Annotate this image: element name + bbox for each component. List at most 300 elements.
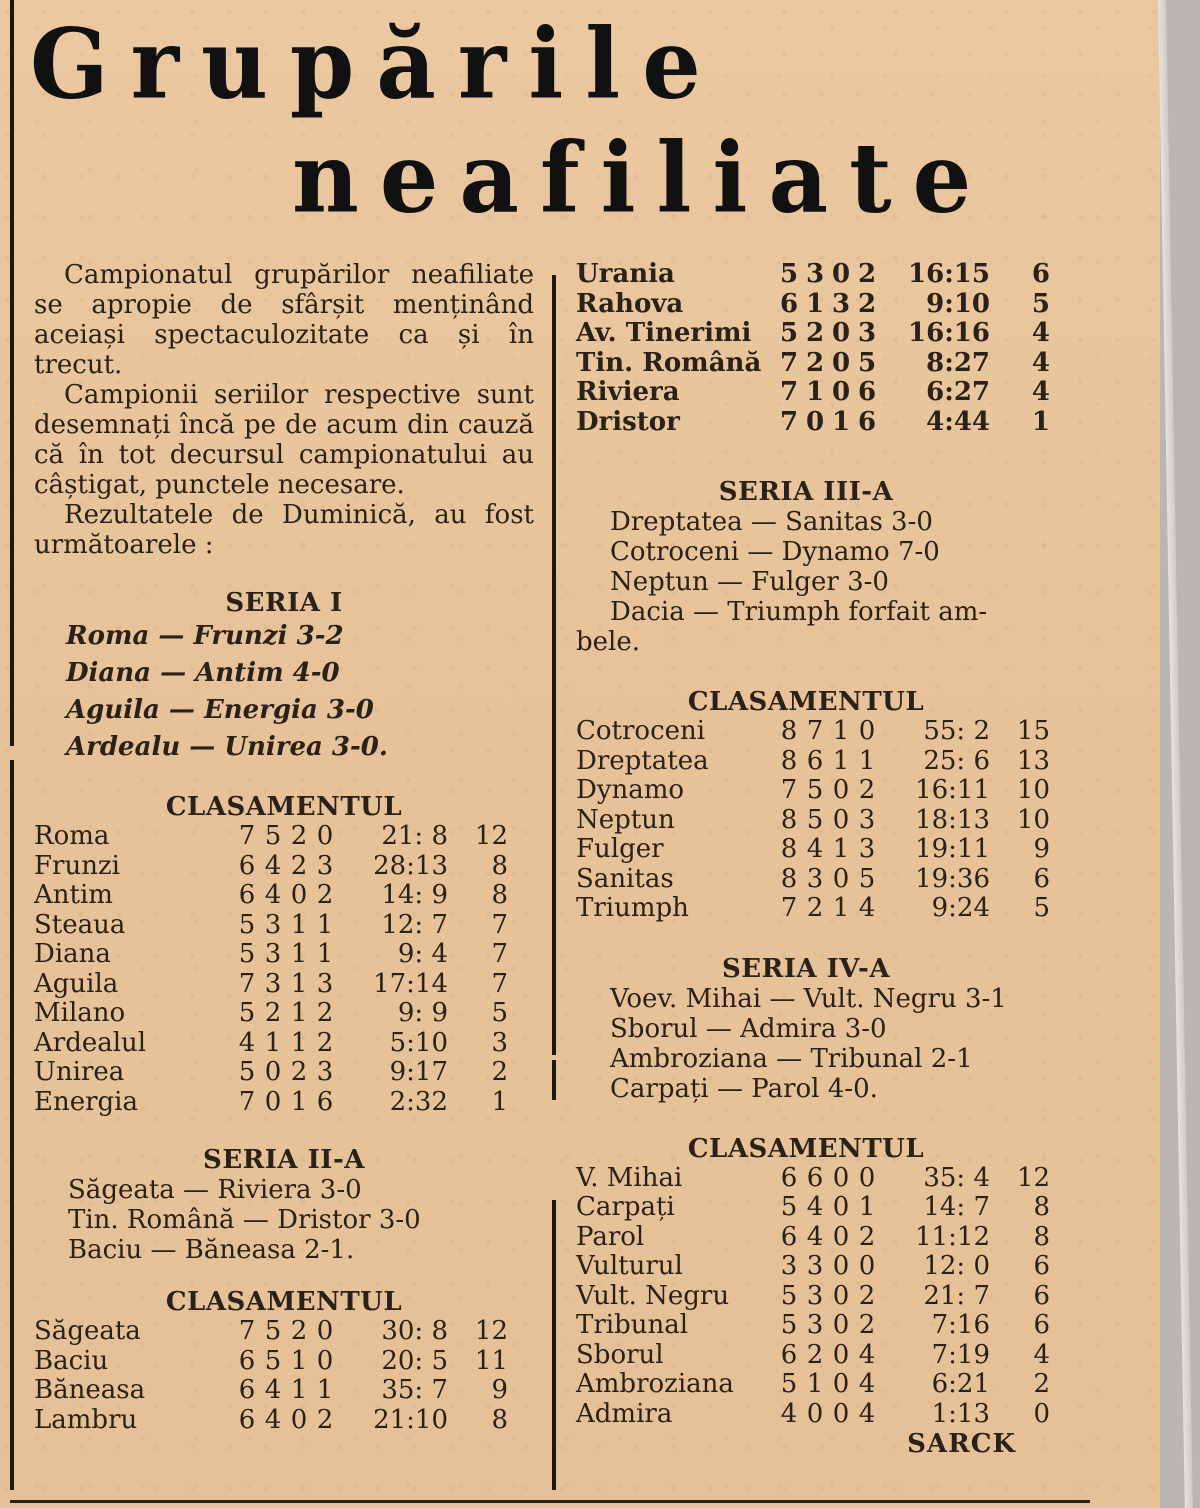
- losses: 3: [857, 318, 877, 348]
- draws: 1: [832, 834, 850, 864]
- standings-row: [576, 408, 1050, 438]
- column-divider: [552, 1060, 556, 1100]
- intro-paragraph: Rezultatele de Duminică, au fost următoarele :: [34, 500, 534, 560]
- standings-row: [576, 1311, 1050, 1341]
- wins: 2: [806, 893, 824, 923]
- goal-ratio: 11:12: [915, 1221, 990, 1252]
- games-played: 7: [780, 893, 798, 923]
- standings-row: [34, 881, 508, 911]
- draws: 2: [290, 1316, 308, 1346]
- points: 10: [1016, 804, 1050, 835]
- left-column: [34, 260, 534, 1435]
- wins: 0: [264, 1057, 282, 1087]
- results-list: [576, 507, 1076, 657]
- losses: 6: [857, 406, 877, 437]
- goal-ratio: 14: 7: [923, 1192, 990, 1222]
- standings-row: [34, 999, 508, 1029]
- wins: 2: [805, 318, 825, 348]
- standings-row: [576, 1282, 1050, 1312]
- losses: 1: [858, 745, 876, 776]
- standings-row: [576, 290, 1050, 320]
- games-played: 7: [779, 406, 799, 437]
- games-played: 3: [780, 1251, 798, 1281]
- draws: 0: [832, 775, 850, 805]
- losses: 2: [858, 1310, 876, 1340]
- goal-ratio: 25: 6: [923, 745, 990, 776]
- draws: 1: [831, 406, 851, 437]
- games-played: 5: [779, 259, 799, 289]
- wins: 3: [805, 259, 825, 289]
- goal-ratio: 12: 0: [923, 1251, 990, 1281]
- games-played: 6: [238, 1345, 256, 1376]
- team-name: Diana: [34, 939, 111, 969]
- standings-row: [34, 852, 508, 882]
- wins: 5: [806, 775, 824, 805]
- losses: 0: [316, 821, 334, 851]
- points: 8: [1033, 1221, 1050, 1252]
- team-name: Cotroceni: [576, 716, 706, 746]
- goal-ratio: 17:14: [373, 968, 448, 999]
- match-result: Dacia — Triumph forfait am-: [610, 597, 988, 627]
- losses: 2: [857, 288, 877, 319]
- draws: 3: [831, 288, 851, 319]
- team-name: Lambru: [34, 1404, 138, 1435]
- games-played: 5: [238, 1057, 256, 1087]
- draws: 0: [290, 1404, 308, 1435]
- losses: 2: [858, 1221, 876, 1252]
- team-name: Carpați: [576, 1192, 675, 1222]
- games-played: 8: [780, 716, 798, 746]
- losses: 0: [858, 1251, 876, 1281]
- draws: 0: [832, 1280, 850, 1311]
- draws: 1: [832, 745, 850, 776]
- team-name: Rahova: [576, 288, 684, 319]
- team-name: Vult. Negru: [576, 1280, 730, 1311]
- headline-line-1: Grupările: [30, 7, 723, 121]
- games-played: 7: [238, 1086, 256, 1117]
- games-played: 6: [238, 850, 256, 881]
- points: 7: [491, 968, 508, 999]
- points: 4: [1031, 318, 1050, 348]
- draws: 1: [290, 1027, 308, 1058]
- wins: 0: [264, 1086, 282, 1117]
- series-title: SERIA III-A: [718, 477, 894, 507]
- standings-row: [34, 970, 508, 1000]
- points: 8: [491, 880, 508, 910]
- points: 5: [491, 998, 508, 1028]
- standings-row: [34, 822, 508, 852]
- wins: 1: [805, 288, 825, 319]
- page-edge: [1158, 0, 1193, 1508]
- points: 12: [474, 1316, 508, 1346]
- team-name: Sborul: [576, 1339, 664, 1370]
- games-played: 5: [238, 998, 256, 1028]
- games-played: 8: [780, 834, 798, 864]
- wins: 3: [806, 1280, 824, 1311]
- byline: SARCK: [907, 1429, 1016, 1459]
- standings-row: [34, 1376, 508, 1406]
- standings-title: CLASAMENTUL: [165, 792, 403, 822]
- draws: 2: [290, 1057, 308, 1087]
- losses: 0: [858, 1162, 876, 1193]
- wins: 4: [264, 1375, 282, 1405]
- losses: 3: [316, 1057, 334, 1087]
- draws: 0: [832, 1398, 850, 1429]
- match-result: Sborul — Admira 3-0: [610, 1013, 887, 1044]
- draws: 0: [831, 377, 851, 407]
- standings-row: [576, 1193, 1050, 1223]
- match-result: Voev. Mihai — Vult. Negru 3-1: [610, 983, 1007, 1014]
- match-result: Dreptatea — Sanitas 3-0: [610, 507, 933, 537]
- draws: 0: [832, 1310, 850, 1340]
- goal-ratio: 4:44: [926, 406, 990, 437]
- points: 9: [491, 1375, 508, 1405]
- standings-row: [576, 776, 1050, 806]
- wins: 2: [806, 1339, 824, 1370]
- wins: 2: [805, 347, 825, 378]
- points: 12: [474, 821, 508, 851]
- wins: 6: [806, 1162, 824, 1193]
- team-name: Triumph: [576, 893, 689, 923]
- games-played: 6: [238, 880, 256, 910]
- wins: 5: [806, 804, 824, 835]
- standings-row: [576, 835, 1050, 865]
- standings-table: [34, 822, 508, 1117]
- standings-row: [34, 1088, 508, 1118]
- team-name: Vulturul: [576, 1251, 683, 1281]
- standings-title: CLASAMENTUL: [687, 1133, 925, 1164]
- series-title: SERIA II-A: [203, 1145, 365, 1175]
- goal-ratio: 12: 7: [381, 909, 448, 940]
- wins: 2: [264, 998, 282, 1028]
- standings-row: [576, 349, 1050, 379]
- wins: 1: [264, 1027, 282, 1058]
- team-name: Steaua: [34, 909, 126, 940]
- points: 6: [1033, 1280, 1050, 1311]
- games-played: 6: [238, 1375, 256, 1405]
- goal-ratio: 2:32: [389, 1086, 448, 1117]
- goal-ratio: 16:16: [908, 318, 990, 348]
- losses: 0: [316, 1345, 334, 1376]
- losses: 1: [316, 939, 334, 969]
- games-played: 6: [780, 1162, 798, 1193]
- standings-row: [576, 260, 1050, 290]
- intro-text: [34, 260, 534, 560]
- match-result: Cotroceni — Dynamo 7-0: [610, 537, 940, 567]
- draws: 1: [290, 939, 308, 969]
- match-result: Săgeata — Riviera 3-0: [68, 1175, 362, 1205]
- team-name: Ardealul: [34, 1027, 147, 1058]
- intro-paragraph: Campionatul grupărilor neafiliate se apropie de sfârșit menținând aceiași spectaculozitate ca și în trecut.: [34, 260, 534, 380]
- standings-table: [576, 717, 1050, 924]
- games-played: 7: [238, 1316, 256, 1346]
- match-result: Aguila — Energia 3-0: [66, 695, 374, 725]
- points: 6: [1033, 863, 1050, 894]
- goal-ratio: 19:11: [915, 834, 990, 864]
- standings-row: [576, 1400, 1050, 1430]
- team-name: Tin. Română: [576, 347, 762, 378]
- standings-table: [34, 1317, 508, 1435]
- team-name: Antim: [34, 880, 113, 910]
- wins: 3: [264, 939, 282, 969]
- draws: 1: [290, 909, 308, 940]
- standings-row: [576, 865, 1050, 895]
- column-divider: [552, 275, 556, 1055]
- draws: 2: [290, 850, 308, 881]
- losses: 3: [316, 850, 334, 881]
- draws: 0: [832, 1162, 850, 1193]
- wins: 3: [264, 909, 282, 940]
- losses: 3: [316, 968, 334, 999]
- headline-line-2: neafiliate: [292, 121, 993, 235]
- draws: 0: [832, 1339, 850, 1370]
- wins: 7: [806, 716, 824, 746]
- standings-row: [576, 1341, 1050, 1371]
- match-result: Neptun — Fulger 3-0: [610, 567, 889, 597]
- team-name: Energia: [34, 1086, 138, 1117]
- wins: 5: [264, 1316, 282, 1346]
- wins: 4: [806, 834, 824, 864]
- team-name: Băneasa: [34, 1375, 146, 1405]
- goal-ratio: 8:27: [926, 347, 990, 378]
- standings-row: [576, 319, 1050, 349]
- games-played: 7: [780, 775, 798, 805]
- losses: 2: [316, 1404, 334, 1435]
- left-column-rule: [10, 626, 14, 746]
- losses: 2: [316, 1027, 334, 1058]
- left-column-rule: [10, 0, 14, 640]
- standings-title: CLASAMENTUL: [687, 687, 925, 717]
- goal-ratio: 35: 7: [381, 1375, 448, 1405]
- team-name: Parol: [576, 1221, 645, 1252]
- match-result: Baciu — Băneasa 2-1.: [68, 1235, 355, 1265]
- wins: 4: [806, 1192, 824, 1222]
- losses: 5: [857, 347, 877, 378]
- goal-ratio: 16:11: [915, 775, 990, 805]
- draws: 0: [831, 259, 851, 289]
- goal-ratio: 19:36: [915, 863, 990, 894]
- standings-table-continued: [576, 260, 1050, 437]
- standings-row: [34, 1058, 508, 1088]
- points: 1: [1031, 406, 1050, 437]
- goal-ratio: 6:27: [926, 377, 990, 407]
- games-played: 6: [238, 1404, 256, 1435]
- losses: 3: [858, 804, 876, 835]
- draws: 1: [290, 998, 308, 1028]
- draws: 1: [832, 716, 850, 746]
- losses: 6: [316, 1086, 334, 1117]
- points: 3: [491, 1027, 508, 1058]
- match-result: Roma — Frunzi 3-2: [66, 621, 344, 651]
- points: 15: [1016, 716, 1050, 746]
- games-played: 8: [780, 863, 798, 894]
- team-name: Dristor: [576, 406, 680, 437]
- team-name: Sanitas: [576, 863, 674, 894]
- wins: 4: [264, 1404, 282, 1435]
- series-title: SERIA IV-A: [722, 953, 890, 984]
- games-played: 5: [238, 909, 256, 940]
- team-name: Baciu: [34, 1345, 109, 1376]
- points: 2: [1033, 1369, 1050, 1399]
- match-result: Tin. Română — Dristor 3-0: [68, 1205, 421, 1235]
- wins: 4: [806, 1221, 824, 1252]
- games-played: 7: [779, 377, 799, 407]
- match-result: Ambroziana — Tribunal 2-1: [610, 1043, 973, 1074]
- goal-ratio: 35: 4: [923, 1162, 990, 1193]
- points: 8: [491, 1404, 508, 1435]
- losses: 6: [857, 377, 877, 407]
- losses: 2: [858, 775, 876, 805]
- wins: 4: [264, 880, 282, 910]
- team-name: Admira: [576, 1398, 673, 1429]
- losses: 5: [858, 863, 876, 894]
- draws: 0: [832, 1251, 850, 1281]
- standings-row: [34, 940, 508, 970]
- team-name: Roma: [34, 821, 110, 851]
- standings-row: [34, 1029, 508, 1059]
- wins: 0: [806, 1398, 824, 1429]
- points: 5: [1031, 288, 1050, 319]
- draws: 1: [290, 1345, 308, 1376]
- draws: 0: [832, 1221, 850, 1252]
- team-name: Ambroziana: [576, 1369, 734, 1399]
- points: 6: [1031, 259, 1050, 289]
- goal-ratio: 21:10: [373, 1404, 448, 1435]
- games-played: 5: [780, 1369, 798, 1399]
- draws: 0: [832, 863, 850, 894]
- goal-ratio: 1:13: [931, 1398, 990, 1429]
- standings-row: [34, 911, 508, 941]
- losses: 2: [857, 259, 877, 289]
- standings-row: [576, 747, 1050, 777]
- goal-ratio: 9:10: [926, 288, 990, 319]
- wins: 1: [805, 377, 825, 407]
- goal-ratio: 55: 2: [923, 716, 990, 746]
- points: 5: [1033, 893, 1050, 923]
- draws: 0: [832, 1369, 850, 1399]
- points: 13: [1016, 745, 1050, 776]
- points: 12: [1016, 1162, 1050, 1193]
- points: 9: [1033, 834, 1050, 864]
- match-result: Diana — Antim 4-0: [66, 658, 340, 688]
- standings-row: [34, 1347, 508, 1377]
- goal-ratio: 9:17: [389, 1057, 448, 1087]
- intro-paragraph: Campionii seriilor respective sunt desemnați încă pe de acum din cauză că în tot decursul campionatului au câștigat, punctele necesare.: [34, 380, 534, 500]
- points: 7: [491, 939, 508, 969]
- wins: 3: [806, 1310, 824, 1340]
- games-played: 5: [780, 1280, 798, 1311]
- points: 6: [1033, 1251, 1050, 1281]
- games-played: 5: [780, 1192, 798, 1222]
- team-name: Aguila: [34, 968, 119, 999]
- goal-ratio: 9: 9: [397, 998, 448, 1028]
- games-played: 5: [779, 318, 799, 348]
- standings-row: [576, 1252, 1050, 1282]
- results-list: [34, 1175, 534, 1265]
- draws: 1: [832, 893, 850, 923]
- losses: 1: [858, 1192, 876, 1222]
- standings-row: [34, 1317, 508, 1347]
- points: 0: [1033, 1398, 1050, 1429]
- match-result: bele.: [576, 627, 640, 657]
- games-played: 7: [238, 968, 256, 999]
- goal-ratio: 7:16: [931, 1310, 990, 1340]
- left-column-rule: [10, 760, 14, 1490]
- losses: 4: [858, 893, 876, 923]
- goal-ratio: 6:21: [931, 1369, 990, 1399]
- goal-ratio: 18:13: [915, 804, 990, 835]
- points: 2: [491, 1057, 508, 1087]
- standings-row: [576, 806, 1050, 836]
- wins: 3: [806, 1251, 824, 1281]
- goal-ratio: 14: 9: [381, 880, 448, 910]
- losses: 1: [316, 909, 334, 940]
- wins: 3: [806, 863, 824, 894]
- losses: 2: [316, 998, 334, 1028]
- right-column: [576, 260, 1076, 1459]
- standings-table: [576, 1164, 1050, 1430]
- bottom-rule: [10, 1500, 1090, 1503]
- team-name: Av. Tinerimi: [576, 318, 752, 348]
- draws: 0: [832, 1192, 850, 1222]
- standings-row: [576, 1223, 1050, 1253]
- team-name: Tribunal: [576, 1310, 689, 1340]
- goal-ratio: 21: 8: [381, 821, 448, 851]
- standings-row: [576, 378, 1050, 408]
- standings-row: [34, 1406, 508, 1436]
- team-name: Dynamo: [576, 775, 685, 805]
- losses: 3: [858, 834, 876, 864]
- match-result: Carpați — Parol 4-0.: [610, 1073, 878, 1104]
- points: 1: [491, 1086, 508, 1117]
- wins: 0: [805, 406, 825, 437]
- losses: 4: [858, 1369, 876, 1399]
- team-name: Săgeata: [34, 1316, 141, 1346]
- draws: 1: [290, 1086, 308, 1117]
- series-title: SERIA I: [225, 588, 343, 618]
- team-name: Fulger: [576, 834, 664, 864]
- team-name: Urania: [576, 259, 675, 289]
- goal-ratio: 9: 4: [397, 939, 448, 969]
- losses: 1: [316, 1375, 334, 1405]
- team-name: Riviera: [576, 377, 680, 407]
- points: 11: [474, 1345, 508, 1376]
- losses: 4: [858, 1339, 876, 1370]
- goal-ratio: 9:24: [931, 893, 990, 923]
- team-name: V. Mihai: [576, 1162, 683, 1193]
- losses: 2: [316, 880, 334, 910]
- games-played: 5: [780, 1310, 798, 1340]
- goal-ratio: 16:15: [908, 259, 990, 289]
- losses: 2: [858, 1280, 876, 1311]
- points: 4: [1033, 1339, 1050, 1370]
- games-played: 7: [238, 821, 256, 851]
- wins: 1: [806, 1369, 824, 1399]
- points: 8: [1033, 1192, 1050, 1222]
- team-name: Dreptatea: [576, 745, 709, 776]
- draws: 0: [832, 804, 850, 835]
- team-name: Frunzi: [34, 850, 120, 881]
- games-played: 6: [780, 1339, 798, 1370]
- results-list: [34, 618, 534, 766]
- games-played: 4: [238, 1027, 256, 1058]
- standings-row: [576, 717, 1050, 747]
- column-divider: [552, 1200, 556, 1490]
- goal-ratio: 20: 5: [381, 1345, 448, 1376]
- results-list: [576, 984, 1076, 1104]
- draws: 1: [290, 968, 308, 999]
- losses: 0: [316, 1316, 334, 1346]
